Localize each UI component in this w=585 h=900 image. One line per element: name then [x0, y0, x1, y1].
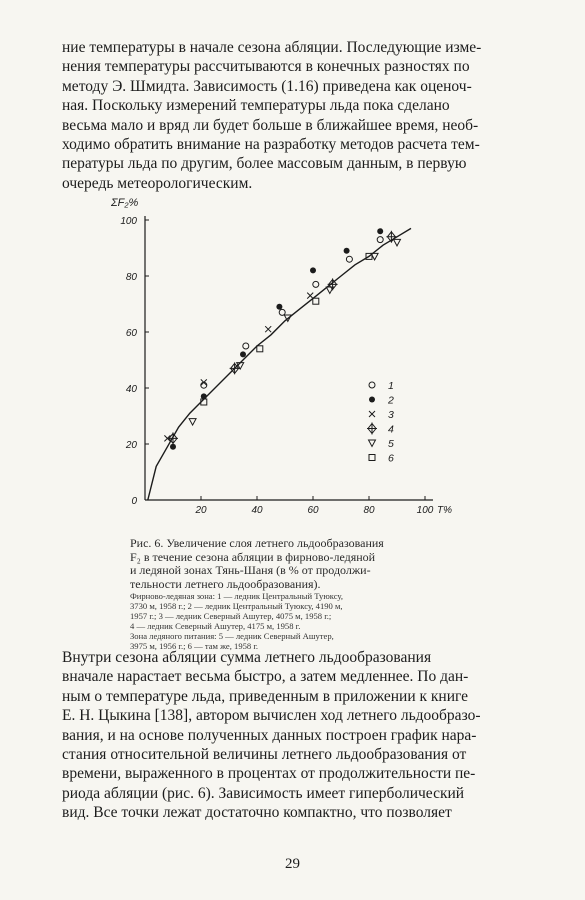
circle-shape [310, 267, 316, 273]
caption-line: и ледяной зонах Тянь-Шаня (в % от продолжи- [130, 563, 371, 578]
circle-shape [377, 228, 383, 234]
data-point-series-2 [170, 444, 176, 450]
data-point-series-1 [243, 343, 249, 349]
data-point-series-2 [377, 228, 383, 234]
y-tick-label: 40 [125, 384, 137, 395]
x-axis-label: T% [437, 505, 452, 516]
data-point-series-3 [201, 379, 207, 385]
data-point-series-5 [394, 239, 401, 246]
legend-note-line: 3975 м, 1956 г.; 6 — там же, 1958 г. [130, 641, 259, 651]
figure-legend-note [130, 591, 470, 651]
data-point-series-1 [313, 281, 319, 287]
text-line: вначале нарастает весьма быстро, а затем медленнее. По дан- [62, 668, 469, 686]
data-point-series-5 [189, 419, 196, 426]
caption-line: Рис. 6. Увеличение слоя летнего льдообразования [130, 536, 384, 550]
circle-shape [240, 351, 246, 357]
text-line: ная. Поскольку измерений температуры льда пока сделано [62, 97, 450, 115]
circle-shape [313, 281, 319, 287]
chart-axes [110, 197, 452, 516]
data-point-series-6 [257, 346, 263, 352]
fitted-curve-line [148, 228, 411, 500]
circle-shape [243, 343, 249, 349]
text-line: вид. Все точки лежат достаточно компактно, что позволяет [62, 804, 452, 822]
y-tick-label: 20 [125, 440, 137, 451]
legend-label: 2 [388, 394, 394, 407]
legend-label: 3 [388, 409, 394, 421]
circle-shape [346, 256, 352, 262]
square-shape [257, 346, 263, 352]
text-line: методу Э. Шмидта. Зависимость (1.16) приведена как оценоч- [62, 77, 472, 95]
legend-marker-1 [369, 382, 375, 388]
legend-marker-4 [367, 423, 377, 435]
text-line: ние температуры в начале сезона абляции. Последующие изме- [62, 39, 482, 56]
text-line: пературы льда по другим, более массовым данным, в первую [62, 155, 467, 173]
data-point-series-1 [377, 237, 383, 243]
text-line: Внутри сезона абляции сумма летнего льдообразования [62, 649, 432, 666]
legend-note-line: Зона ледяного питания: 5 — ледник Северный Ашутер, [130, 631, 334, 641]
legend-note-line: 4 — ледник Северный Ашутер, 4175 м, 1958 г. [130, 621, 301, 631]
circle-shape [377, 237, 383, 243]
page-number: 29 [285, 856, 300, 872]
x-tick-label: 20 [195, 505, 207, 516]
fitted-curve [148, 228, 411, 500]
data-point-series-6 [313, 298, 319, 304]
text-line: нения температуры рассчитываются в конечных разностях по [62, 58, 470, 76]
data-point-series-2 [276, 304, 282, 310]
circle-shape [344, 248, 350, 254]
y-tick-label: 100 [120, 216, 137, 227]
x-tick-label: 60 [307, 505, 319, 516]
legend-label: 6 [388, 452, 394, 465]
diamond-shape [367, 423, 377, 435]
figure-caption [130, 537, 460, 591]
square-shape [313, 298, 319, 304]
text-line: ходимо обратить внимание на разработку методов расчета тем- [62, 136, 480, 154]
text-line: Е. Н. Цыкина [138], автором вычислен ход летнего льдообразо- [62, 707, 481, 725]
circle-shape [369, 382, 375, 388]
x-tick-label: 40 [251, 505, 263, 516]
triangle-shape [394, 239, 401, 246]
text-line: весьма мало и вряд ли будет больше в ближайшее время, необ- [62, 116, 479, 134]
y-tick-label: 60 [125, 328, 137, 339]
figure-chart [95, 180, 475, 520]
circle-shape [170, 444, 176, 450]
legend-marker-2 [369, 397, 375, 403]
data-point-series-2 [310, 267, 316, 273]
legend-label: 1 [388, 380, 394, 392]
text-line: вания, и на основе полученных данных построен график нара- [62, 726, 477, 744]
data-point-series-3 [265, 326, 271, 332]
legend-marker-6 [369, 455, 375, 461]
data-point-series-2 [240, 351, 246, 357]
y-axis-label: ΣF₂% [111, 197, 139, 209]
bottom-paragraph [62, 648, 532, 823]
top-paragraph [62, 38, 532, 193]
caption-line: F₂ в течение сезона абляции в фирново-ледяной [130, 549, 376, 564]
legend-note-line: Фирново-ледяная зона: 1 — ледник Центральный Туюксу, [130, 591, 344, 601]
circle-shape [276, 304, 282, 310]
data-point-series-1 [346, 256, 352, 262]
legend-note-line: 3730 м, 1958 г.; 2 — ледник Центральный Туюксу, 4190 м, [130, 601, 343, 611]
data-point-series-2 [344, 248, 350, 254]
y-tick-label: 80 [125, 272, 137, 283]
square-shape [369, 455, 375, 461]
triangle-shape [189, 419, 196, 426]
legend-marker-5 [369, 440, 376, 447]
legend-label: 4 [388, 423, 394, 436]
text-line: ным о температуре льда, приведенным в приложении к книге [62, 687, 469, 705]
circle-shape [369, 397, 375, 403]
text-line: риода абляции (рис. 6). Зависимость имеет гиперболический [62, 784, 465, 802]
text-line: стания относительной величины летнего льдообразования от [62, 746, 467, 764]
origin-label: 0 [131, 496, 137, 507]
legend-note-line: 1957 г.; 3 — ледник Северный Ашутер, 4075 м, 1958 г.; [130, 611, 332, 621]
caption-line: тельности летнего льдообразования). [130, 576, 321, 591]
x-tick-label: 100 [416, 505, 434, 516]
chart-legend [367, 380, 394, 465]
text-line: очередь метеорологическим. [62, 174, 253, 192]
legend-marker-3 [369, 411, 375, 417]
text-line: времени, выраженного в процентах от продолжительности пе- [62, 765, 476, 783]
triangle-shape [369, 440, 376, 447]
legend-label: 5 [388, 438, 394, 450]
x-tick-label: 80 [363, 505, 375, 516]
data-points [164, 228, 400, 450]
